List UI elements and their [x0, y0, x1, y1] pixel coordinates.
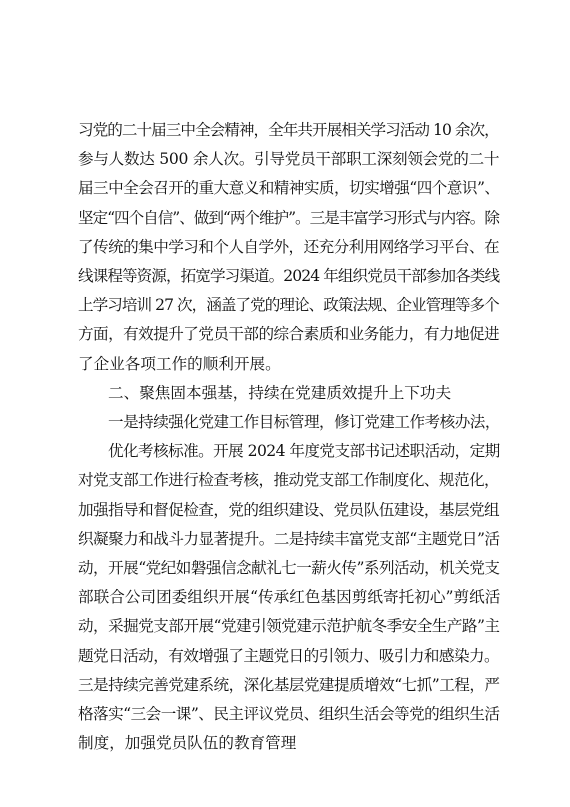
body-line: 制度，加强党员队伍的教育管理 [78, 734, 297, 753]
body-line: 部联合公司团委组织开展“传承红色基因剪纸寄托初心”剪纸活 [78, 588, 501, 607]
body-line: 了传统的集中学习和个人自学外，还充分利用网络学习平台、在 [78, 237, 500, 256]
body-line: 上学习培训 27 次，涵盖了党的理论、政策法规、企业管理等多个 [78, 296, 499, 315]
body-line: 动，采掘党支部开展“党建引领党建示范护航冬季安全生产路”主 [78, 617, 500, 636]
body-line: 格落实“三会一课”、民主评议党员、组织生活会等党的组织生活 [78, 705, 500, 723]
body-line: 线课程等资源，拓宽学习渠道。2024 年组织党员干部参加各类线 [78, 267, 500, 285]
body-line: 三是持续完善党建系统，深化基层党建提质增效“七抓”工程，严 [78, 675, 500, 694]
body-line: 参与人数达 500 余人次。引导党员干部职工深刻领会党的二十 [78, 150, 500, 169]
body-line: 习党的二十届三中全会精神，全年共开展相关学习活动 10 余次， [78, 121, 499, 139]
body-line: 了企业各项工作的顺利开展。 [78, 354, 281, 373]
body-line: 加强指导和督促检查，党的组织建设、党员队伍建设，基层党组 [78, 500, 500, 519]
body-line: 方面，有效提升了党员干部的综合素质和业务能力，有力地促进 [78, 325, 500, 344]
body-line: 对党支部工作进行检查考核，推动党支部工作制度化、规范化， [78, 471, 500, 490]
body-line: 坚定“四个自信”、做到“两个维护”。三是丰富学习形式与内容。除 [78, 208, 499, 227]
body-line: 题党日活动，有效增强了主题党日的引领力、吸引力和感染力。 [78, 646, 500, 665]
body-line: 优化考核标准。开展 2024 年度党支部书记述职活动，定期 [108, 442, 500, 461]
body-line: 动，开展“党纪如磐强信念献礼七一薪火传”系列活动，机关党支 [78, 559, 500, 577]
body-line: 织凝聚力和战斗力显著提升。二是持续丰富党支部“主题党日”活 [78, 529, 500, 548]
body-line: 一是持续强化党建工作目标管理，修订党建工作考核办法， [108, 413, 500, 431]
section-heading: 二、聚焦固本强基，持续在党建质效提升上下功夫 [108, 383, 452, 402]
body-line: 届三中全会召开的重大意义和精神实质，切实增强“四个意识”、 [78, 179, 500, 198]
